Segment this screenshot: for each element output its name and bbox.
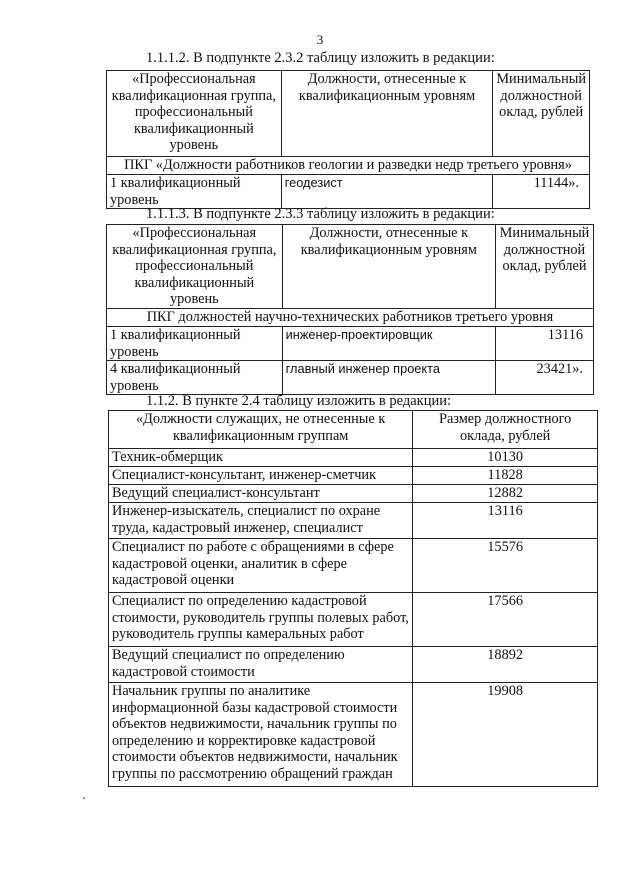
- table-row: [109, 647, 598, 683]
- position-cell: Специалист по работе с обращениями в сфере кадастровой оценки, аналитик в сфере кадастровой оценки: [109, 539, 413, 593]
- table-row: [109, 449, 598, 467]
- table-row: [107, 327, 594, 361]
- salary-cell: 17566: [413, 593, 598, 647]
- header-group-level: «Профессиональная квалификационная группа, профессиональный квалификационный уровень: [107, 71, 282, 157]
- group-title: ПКГ должностей научно-технических работников третьего уровня: [107, 309, 594, 327]
- table-header-row: [109, 411, 598, 449]
- header-positions: «Должности служащих, не отнесенные к квалификационным группам: [109, 411, 413, 449]
- salary-cell: 10130: [413, 449, 598, 467]
- table-row: [109, 593, 598, 647]
- position-cell: Начальник группы по аналитике информационной базы кадастровой стоимости объектов недвижимости, начальник группы по определению и корректировке кадастровой стоимости объектов недвижимости, начальник группы по рассмотрению обращений граждан: [109, 683, 413, 787]
- position-cell: инженер-проектировщик: [282, 327, 495, 361]
- section-heading-2: 1.1.1.3. В подпункте 2.3.3 таблицу изложить в редакции:: [146, 206, 495, 222]
- position-cell: Техник-обмерщик: [109, 449, 413, 467]
- page-number: 3: [316, 32, 324, 47]
- level-cell: 4 квалификационный уровень: [107, 361, 283, 395]
- salary-cell: 18892: [413, 647, 598, 683]
- salary-cell: 15576: [413, 539, 598, 593]
- table-unclassified-positions: [108, 410, 598, 787]
- table-header-row: [107, 225, 594, 309]
- header-salary: Минимальный должностной оклад, рублей: [496, 225, 594, 309]
- group-row: [107, 157, 590, 175]
- header-positions: Должности, отнесенные к квалификационным уровням: [282, 225, 495, 309]
- salary-cell: 12882: [413, 485, 598, 503]
- position-cell: Специалист-консультант, инженер-сметчик: [109, 467, 413, 485]
- group-title: ПКГ «Должности работников геологии и разведки недр третьего уровня»: [107, 157, 590, 175]
- table-row: [109, 503, 598, 539]
- salary-cell: 23421».: [496, 361, 594, 395]
- salary-cell: 11144».: [493, 175, 590, 209]
- position-cell: Ведущий специалист по определению кадастровой стоимости: [109, 647, 413, 683]
- section-heading-3: 1.1.2. В пункте 2.4 таблицу изложить в редакции:: [146, 393, 452, 409]
- salary-cell: 13116: [413, 503, 598, 539]
- position-cell: геодезист: [281, 175, 493, 209]
- position-cell: Специалист по определению кадастровой стоимости, руководитель группы полевых работ, руководитель группы камеральных работ: [109, 593, 413, 647]
- header-salary: Минимальный должностной оклад, рублей: [493, 71, 590, 157]
- position-cell: Инженер-изыскатель, специалист по охране труда, кадастровый инженер, специалист: [109, 503, 413, 539]
- table-row: [109, 539, 598, 593]
- position-cell: главный инженер проекта: [282, 361, 495, 395]
- table-row: [109, 485, 598, 503]
- table-row: [107, 175, 590, 209]
- header-group-level: «Профессиональная квалификационная группа, профессиональный квалификационный уровень: [107, 225, 283, 309]
- section-heading-1: 1.1.1.2. В подпункте 2.3.2 таблицу изложить в редакции:: [146, 50, 495, 66]
- table-pkg-research: [106, 224, 594, 395]
- level-cell: 1 квалификационный уровень: [107, 175, 282, 209]
- table-header-row: [107, 71, 590, 157]
- group-row: [107, 309, 594, 327]
- salary-cell: 11828: [413, 467, 598, 485]
- header-positions: Должности, отнесенные к квалификационным уровням: [281, 71, 493, 157]
- header-salary: Размер должностного оклада, рублей: [413, 411, 598, 449]
- table-row: [109, 683, 598, 787]
- salary-cell: 19908: [413, 683, 598, 787]
- position-cell: Ведущий специалист-консультант: [109, 485, 413, 503]
- scan-speck: [83, 797, 85, 799]
- table-pkg-geology: [106, 70, 590, 209]
- level-cell: 1 квалификационный уровень: [107, 327, 283, 361]
- table-row: [107, 361, 594, 395]
- table-row: [109, 467, 598, 485]
- salary-cell: 13116: [496, 327, 594, 361]
